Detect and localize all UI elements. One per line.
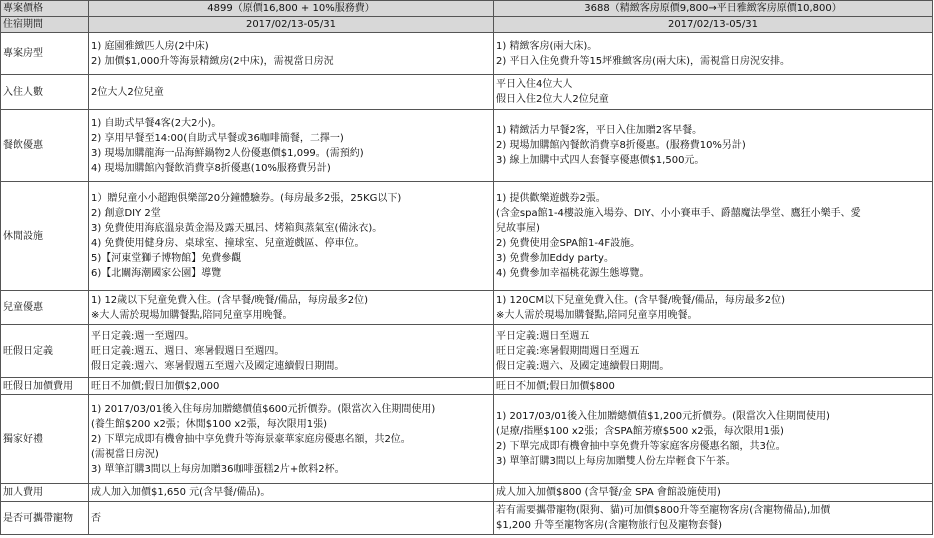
row-label: 休閒設施	[1, 182, 89, 291]
cell-line: 旺日不加價;假日加價$2,000	[91, 380, 220, 392]
plan-b-price: 3688（精緻客房原價9,800→平日雅緻客房原價10,800）	[494, 1, 933, 17]
row-label: 旺假日加價費用	[1, 378, 89, 395]
row-label: 專案價格	[1, 1, 89, 17]
cell-line: (足療/指壓$100 x2張；含SPA館芳療$500 x2張，每次限用1張)	[496, 426, 784, 437]
plan-a-cell	[89, 484, 494, 502]
cell-line: 1）贈兒童小小超跑俱樂部20分鐘體驗券。(每房最多2張，25KG以下)	[91, 193, 402, 204]
cell-line: 兒故事屋)	[496, 223, 540, 234]
plan-b-period: 2017/02/13-05/31	[494, 17, 933, 33]
plan-a-cell	[89, 110, 494, 182]
cell-line: 平日入住4位大人	[496, 79, 573, 90]
table-row	[1, 484, 933, 502]
plan-a-cell	[89, 325, 494, 378]
cell-line: 4) 免費參加幸福桃花源生態導覽。	[496, 268, 650, 279]
cell-line: 1) 精緻活力早餐2客，平日入住加贈2客早餐。	[496, 125, 703, 136]
plan-b-cell	[494, 182, 933, 291]
cell-line: 旺日定義:寒暑假期間週日至週五	[496, 345, 640, 357]
cell-line: 3) 線上加購中式四人套餐享優惠價$1,500元。	[496, 155, 705, 166]
plan-a-cell	[89, 75, 494, 110]
cell-line: 1) 提供歡樂遊戲券2張。	[496, 193, 606, 204]
cell-line: 3) 免費使用海底溫泉黃金湯及露天風呂、烤箱與蒸氣室(備泳衣)。	[91, 223, 383, 234]
table-row	[1, 182, 933, 291]
cell-line: ※大人需於現場加購餐點,陪同兒童享用晚餐。	[91, 309, 293, 321]
cell-line: 旺日不加價;假日加價$800	[496, 380, 615, 392]
table-row	[1, 1, 933, 17]
cell-line: (養生館$200 x2張；休閒$100 x2張，每次限用1張)	[91, 418, 327, 430]
plan-b-cell	[494, 325, 933, 378]
row-label: 獨家好禮	[1, 395, 89, 484]
cell-line: 1) 12歲以下兒童免費入住。(含早餐/晚餐/備品，每房最多2位)	[91, 294, 369, 306]
cell-line: 2) 平日入住免費升等15坪雅緻客房(兩大床)，需視當日房況安排。	[496, 55, 790, 67]
plan-a-cell	[89, 291, 494, 325]
cell-line: 3) 單筆訂購3間以上每房加贈36咖啡蛋糕2片+飲料2杯。	[91, 463, 345, 475]
cell-line: 成人加入加價$1,650 元(含早餐/備品)。	[91, 487, 271, 498]
cell-line: 2) 加價$1,000升等海景精緻房(2中床)，需視當日房況	[91, 55, 334, 67]
plan-a-cell	[89, 502, 494, 535]
row-label: 旺假日定義	[1, 325, 89, 378]
cell-line: 2) 下單完成即有機會抽中享免費升等家庭客房優惠名額，共3位。	[496, 441, 786, 452]
cell-line: 1) 自助式早餐4客(2大2小)。	[91, 117, 222, 129]
cell-line: 3) 免費參加Eddy party。	[496, 253, 614, 264]
table-row	[1, 110, 933, 182]
plan-b-cell	[494, 110, 933, 182]
cell-line: 假日入住2位大人2位兒童	[496, 94, 609, 105]
row-label: 加人費用	[1, 484, 89, 502]
cell-line: 1) 精緻客房(兩大床)。	[496, 40, 598, 52]
plan-b-cell	[494, 378, 933, 395]
table-row	[1, 75, 933, 110]
plan-a-cell	[89, 378, 494, 395]
plan-b-cell	[494, 502, 933, 535]
cell-line: $1,200 升等至寵物客房(含寵物旅行包及寵物套餐)	[496, 520, 722, 531]
table-row	[1, 33, 933, 75]
cell-line: 若有需要攜帶寵物(限狗、貓)可加價$800升等至寵物客房(含寵物備品),加價	[496, 505, 831, 516]
table-row	[1, 378, 933, 395]
cell-line: 5)【河東堂獅子博物館】免費參觀	[91, 253, 242, 264]
cell-line: (含金spa館1-4樓設施入場券、DIY、小小賽車手、爵囍魔法學堂、鷹狂小樂手、愛	[496, 208, 861, 219]
cell-line: 6)【北關海潮國家公園】導覽	[91, 268, 222, 279]
plan-b-cell	[494, 75, 933, 110]
plan-a-period: 2017/02/13-05/31	[89, 17, 494, 33]
row-label: 專案房型	[1, 33, 89, 75]
plan-a-cell	[89, 33, 494, 75]
cell-line: 4) 免費使用健身房、桌球室、撞球室、兒童遊戲區、停車位。	[91, 238, 365, 249]
table-row	[1, 291, 933, 325]
cell-line: 2) 下單完成即有機會抽中享免費升等海景豪華家庭房優惠名額，共2位。	[91, 433, 411, 445]
cell-line: 假日定義:週六、及國定連續假日期間。	[496, 360, 670, 372]
cell-line: 1) 2017/03/01後入住每房加贈總價值$600元折價券。(限當次入住期間使用)	[91, 403, 436, 415]
plan-b-cell	[494, 291, 933, 325]
plan-b-cell	[494, 395, 933, 484]
cell-line: ※大人需於現場加購餐點,陪同兒童享用晚餐。	[496, 309, 698, 321]
cell-line: 3) 現場加購龍海一品海鮮鍋物2人份優惠價$1,099。(需預約)	[91, 147, 364, 159]
row-label: 是否可攜帶寵物	[1, 502, 89, 535]
cell-line: 否	[91, 512, 101, 524]
cell-line: 2位大人2位兒童	[91, 86, 164, 98]
cell-line: 成人加入加價$800 (含早餐/金 SPA 會館設施使用)	[496, 487, 721, 498]
plan-a-price: 4899（原價16,800 + 10%服務費）	[89, 1, 494, 17]
cell-line: 平日定義:週一至週四。	[91, 330, 195, 342]
cell-line: 2) 創意DIY 2堂	[91, 208, 161, 219]
cell-line: 1) 2017/03/01後入住加贈總價值$1,200元折價券。(限當次入住期間使用)	[496, 411, 830, 422]
cell-line: 2) 現場加購館內餐飲消費享8折優惠。(服務費10%另計)	[496, 140, 746, 151]
cell-line: 4) 現場加購館內餐飲消費享8折優惠(10%服務費另計)	[91, 162, 331, 174]
table-body	[1, 1, 933, 535]
cell-line: 平日定義:週日至週五	[496, 330, 590, 342]
cell-line: 1) 120CM以下兒童免費入住。(含早餐/晚餐/備品，每房最多2位)	[496, 294, 786, 306]
cell-line: 2) 享用早餐至14:00(自助式早餐或36咖啡簡餐，二擇一)	[91, 132, 344, 144]
table-row	[1, 502, 933, 535]
cell-line: 假日定義:週六、寒暑假週五至週六及國定連續假日期間。	[91, 360, 345, 372]
row-label: 餐飲優惠	[1, 110, 89, 182]
plan-a-cell	[89, 182, 494, 291]
table-row	[1, 325, 933, 378]
cell-line: 旺日定義:週五、週日、寒暑假週日至週四。	[91, 345, 285, 357]
plan-a-cell	[89, 395, 494, 484]
row-label: 兒童優惠	[1, 291, 89, 325]
cell-line: (需視當日房況)	[91, 448, 159, 460]
row-label: 入住人數	[1, 75, 89, 110]
cell-line: 3) 單筆訂購3間以上每房加贈雙人份左岸輕食下午茶。	[496, 456, 736, 467]
table-row	[1, 395, 933, 484]
plan-b-cell	[494, 484, 933, 502]
cell-line: 2) 免費使用金SPA館1-4F設施。	[496, 238, 641, 249]
table-row	[1, 17, 933, 33]
row-label: 住宿期間	[1, 17, 89, 33]
plan-b-cell	[494, 33, 933, 75]
cell-line: 1) 庭園雅緻匹人房(2中床)	[91, 40, 209, 52]
